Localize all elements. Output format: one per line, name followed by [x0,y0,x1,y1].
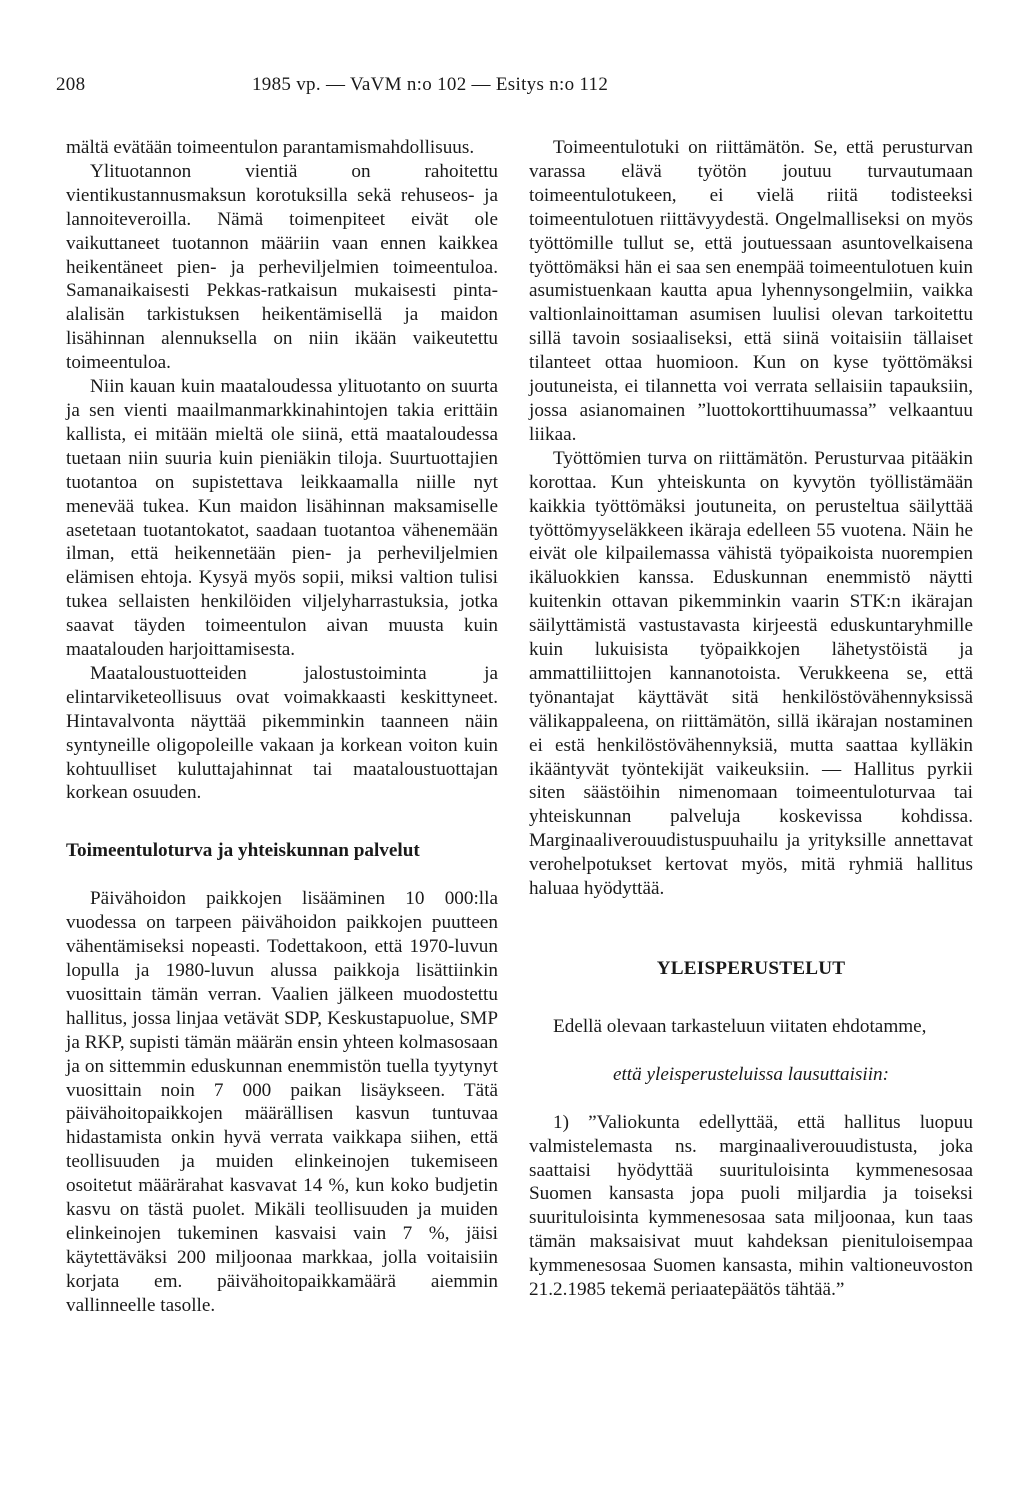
spacer [529,981,973,1015]
page-number: 208 [56,74,86,95]
page-header [56,74,968,104]
spacer [66,863,498,887]
paragraph: Ylituotannon vientiä on rahoitettu vientikustannusmaksun korotuksilla sekä rehuseos- ja lannoiteveroilla. Nämä toimenpiteet eivät ole vaikuttaneet tuotannon määriin vaan ennen kaikkea heikentäneet pien- ja perheviljelmien toimeentuloa. Samanaikaisesti Pekkas-ratkaisun mukaisesti pinta-alalisän tarkistuksen heikentämisellä ja maidon lisähinnan alennuksella on niin ikään vaikeutettu toimeentuloa. [66,160,498,374]
paragraph: Maataloustuotteiden jalostustoiminta ja elintarviketeollisuus ovat voimakkaasti keskittyneet. Hintavalvonta näyttää pikemminkin taanneen näin syntyneille oligopoleille vakaan ja korkean voiton kuin kohtuulliset kuluttajahinnat tai maataloustuottajan korkean osuuden. [66,662,498,804]
spacer [529,1087,973,1111]
italic-line: että yleisperusteluissa lausuttaisiin: [612,1063,890,1085]
right-column [529,136,973,1302]
general-heading: YLEISPERUSTELUT [656,958,846,979]
spacer [529,1039,973,1063]
spacer [66,805,498,839]
paragraph: mältä evätään toimeentulon parantamismahdollisuus. [66,137,475,158]
section-heading: Toimeentuloturva ja yhteiskunnan palvelut [66,840,420,862]
paragraph: Työttömien turva on riittämätön. Perusturvaa pitääkin korottaa. Kun yhteiskunta on kyvytön työllistämään kaikkia työttömäksi joutuneita, on perusteltua säilyttää työttömyyseläkkeen ikäraja edelleen 55 vuotena. Näin he eivät ole kilpailemassa vähistä työpaikoista nuorempien ikäluokkien kanssa. Eduskunnan enemmistö näytti kuitenkin ottavan pikemminkin vaarin STK:n ikärajan säilyttämistä vastustavasta kirjeestä eduskuntaryhmille kuin lukuisista työpaikkojen lähetystöistä ja ammattiliittojen kannanotoista. Verukkeena se, että työnantajat käyttävät sitä henkilöstövähennyksissä välikappaleena, on riittämätön, sillä ikärajan nostaminen ei estä henkilöstövähennyksiä, mutta saattaa kylläkin ikääntyvät työntekijät vaikeuksiin. — Hallitus pyrkii siten säästöihin nimenomaan toimeentuloturvaa tai yhteiskunnan palveluja koskevissa kohdissa. Marginaaliverouudistuspuuhailu ja yrityksille annettavat verohelpotukset kertovat myös, mitä ryhmiä hallitus haluaa hyödyttää. [529,447,973,900]
spacer [529,901,973,957]
proposal-paragraph: 1) ”Valiokunta edellyttää, että hallitus luopuu valmistelemasta ns. marginaaliverouudistusta, joka saattaisi hyödyttää suurituloisinta kymmenesosaa Suomen kansasta jopa puoli miljardia ja toiseksi suurituloisinta kymmenesosaa sata miljoonaa, kun taas tämän maksaisivat muut kahdeksan pienituloisempaa kymmenesosaa Suomen kansasta, mihin valtioneuvoston 21.2.1985 tekemä periaatepäätös tähtää.” [529,1111,973,1301]
intro-paragraph: Edellä olevaan tarkasteluun viitaten ehdotamme, [553,1015,927,1037]
paragraph: Niin kauan kuin maataloudessa ylituotanto on suurta ja sen vienti maailmanmarkkinahintojen takia erittäin kallista, ei mitään mieltä ole siinä, että maataloudessa tuetaan niin suuria kuin pieniäkin tiloja. Suurtuottajien tuotantoa on supistettava leikkaamalla niille nyt menevää tukea. Kun maidon lisähinnan maksamiselle asetetaan tuotantokatot, saadaan tuotantoa vähenemään ilman, että heikennetään pien- ja perheviljelmien elämisen ehtoja. Kysyä myös sopii, miksi valtion tulisi tukea sellaisten henkilöiden viljelyharrastuksia, jotka saavat täyden toimeentulon aivan muusta kuin maatalouden harjoittamisesta. [66,376,498,661]
paragraph: Toimeentulotuki on riittämätön. Se, että perusturvan varassa elävä työtön joutuu turvautumaan toimeentulotukeen, ei vielä riitä todisteeksi toimeentulotuen riittävyydestä. Ongelmalliseksi on myös työttömille tullut se, että joutuessaan asuntovelkaisena työttömäksi hän ei saa sen enempää toimeentulotuen kuin asumistuenkaan kautta apua lyhennysongelmiin, vaikka valtionlainoittaman asumisen luulisi olevan tarkoitettu sillä tavoin sosiaaliseksi, että siinä voitaisiin tällaiset tilanteet ottaa huomioon. Kun on kyse työttömäksi joutuneista, ei tilannetta voi verrata sellaisiin tapauksiin, jossa asianomainen ”luottokorttihuumassa” velkaantuu liikaa. [529,137,973,445]
paragraph: Päivähoidon paikkojen lisääminen 10 000:lla vuodessa on tarpeen päivähoidon paikkojen puutteen vähentämiseksi nopeasti. Todettakoon, että 1970-luvun lopulla ja 1980-luvun alussa paikkoja lisättiinkin vuosittain tämän verran. Vaalien jälkeen muodostettu hallitus, jossa linjaa vetävät SDP, Keskustapuolue, SMP ja RKP, supisti tämän määrän ensin yhteen kolmasosaan ja on sittemmin eduskunnan enemmistön tuella tyytynyt vuosittain noin 7 000 paikan lisäykseen. Tätä päivähoitopaikkojen määrällisen kasvun tuntuvaa hidastamista onkin hyvä verrata vaikkapa siihen, että teollisuuden ja muiden elinkeinojen tukemiseen osoitetut määrärahat kasvavat 14 %, kun koko budjetin kasvu on tästä puolet. Mikäli teollisuuden ja muiden elinkeinojen tukeminen kasvaisi vain 7 %, jäisi käytettäväksi 200 miljoonaa markkaa, jolla voitaisiin korjata em. päivähoitopaikkamäärä aiemmin vallinneelle tasolle. [66,888,498,1316]
left-column [66,136,498,1318]
running-title: 1985 vp. — VaVM n:o 102 — Esitys n:o 112 [252,74,609,95]
